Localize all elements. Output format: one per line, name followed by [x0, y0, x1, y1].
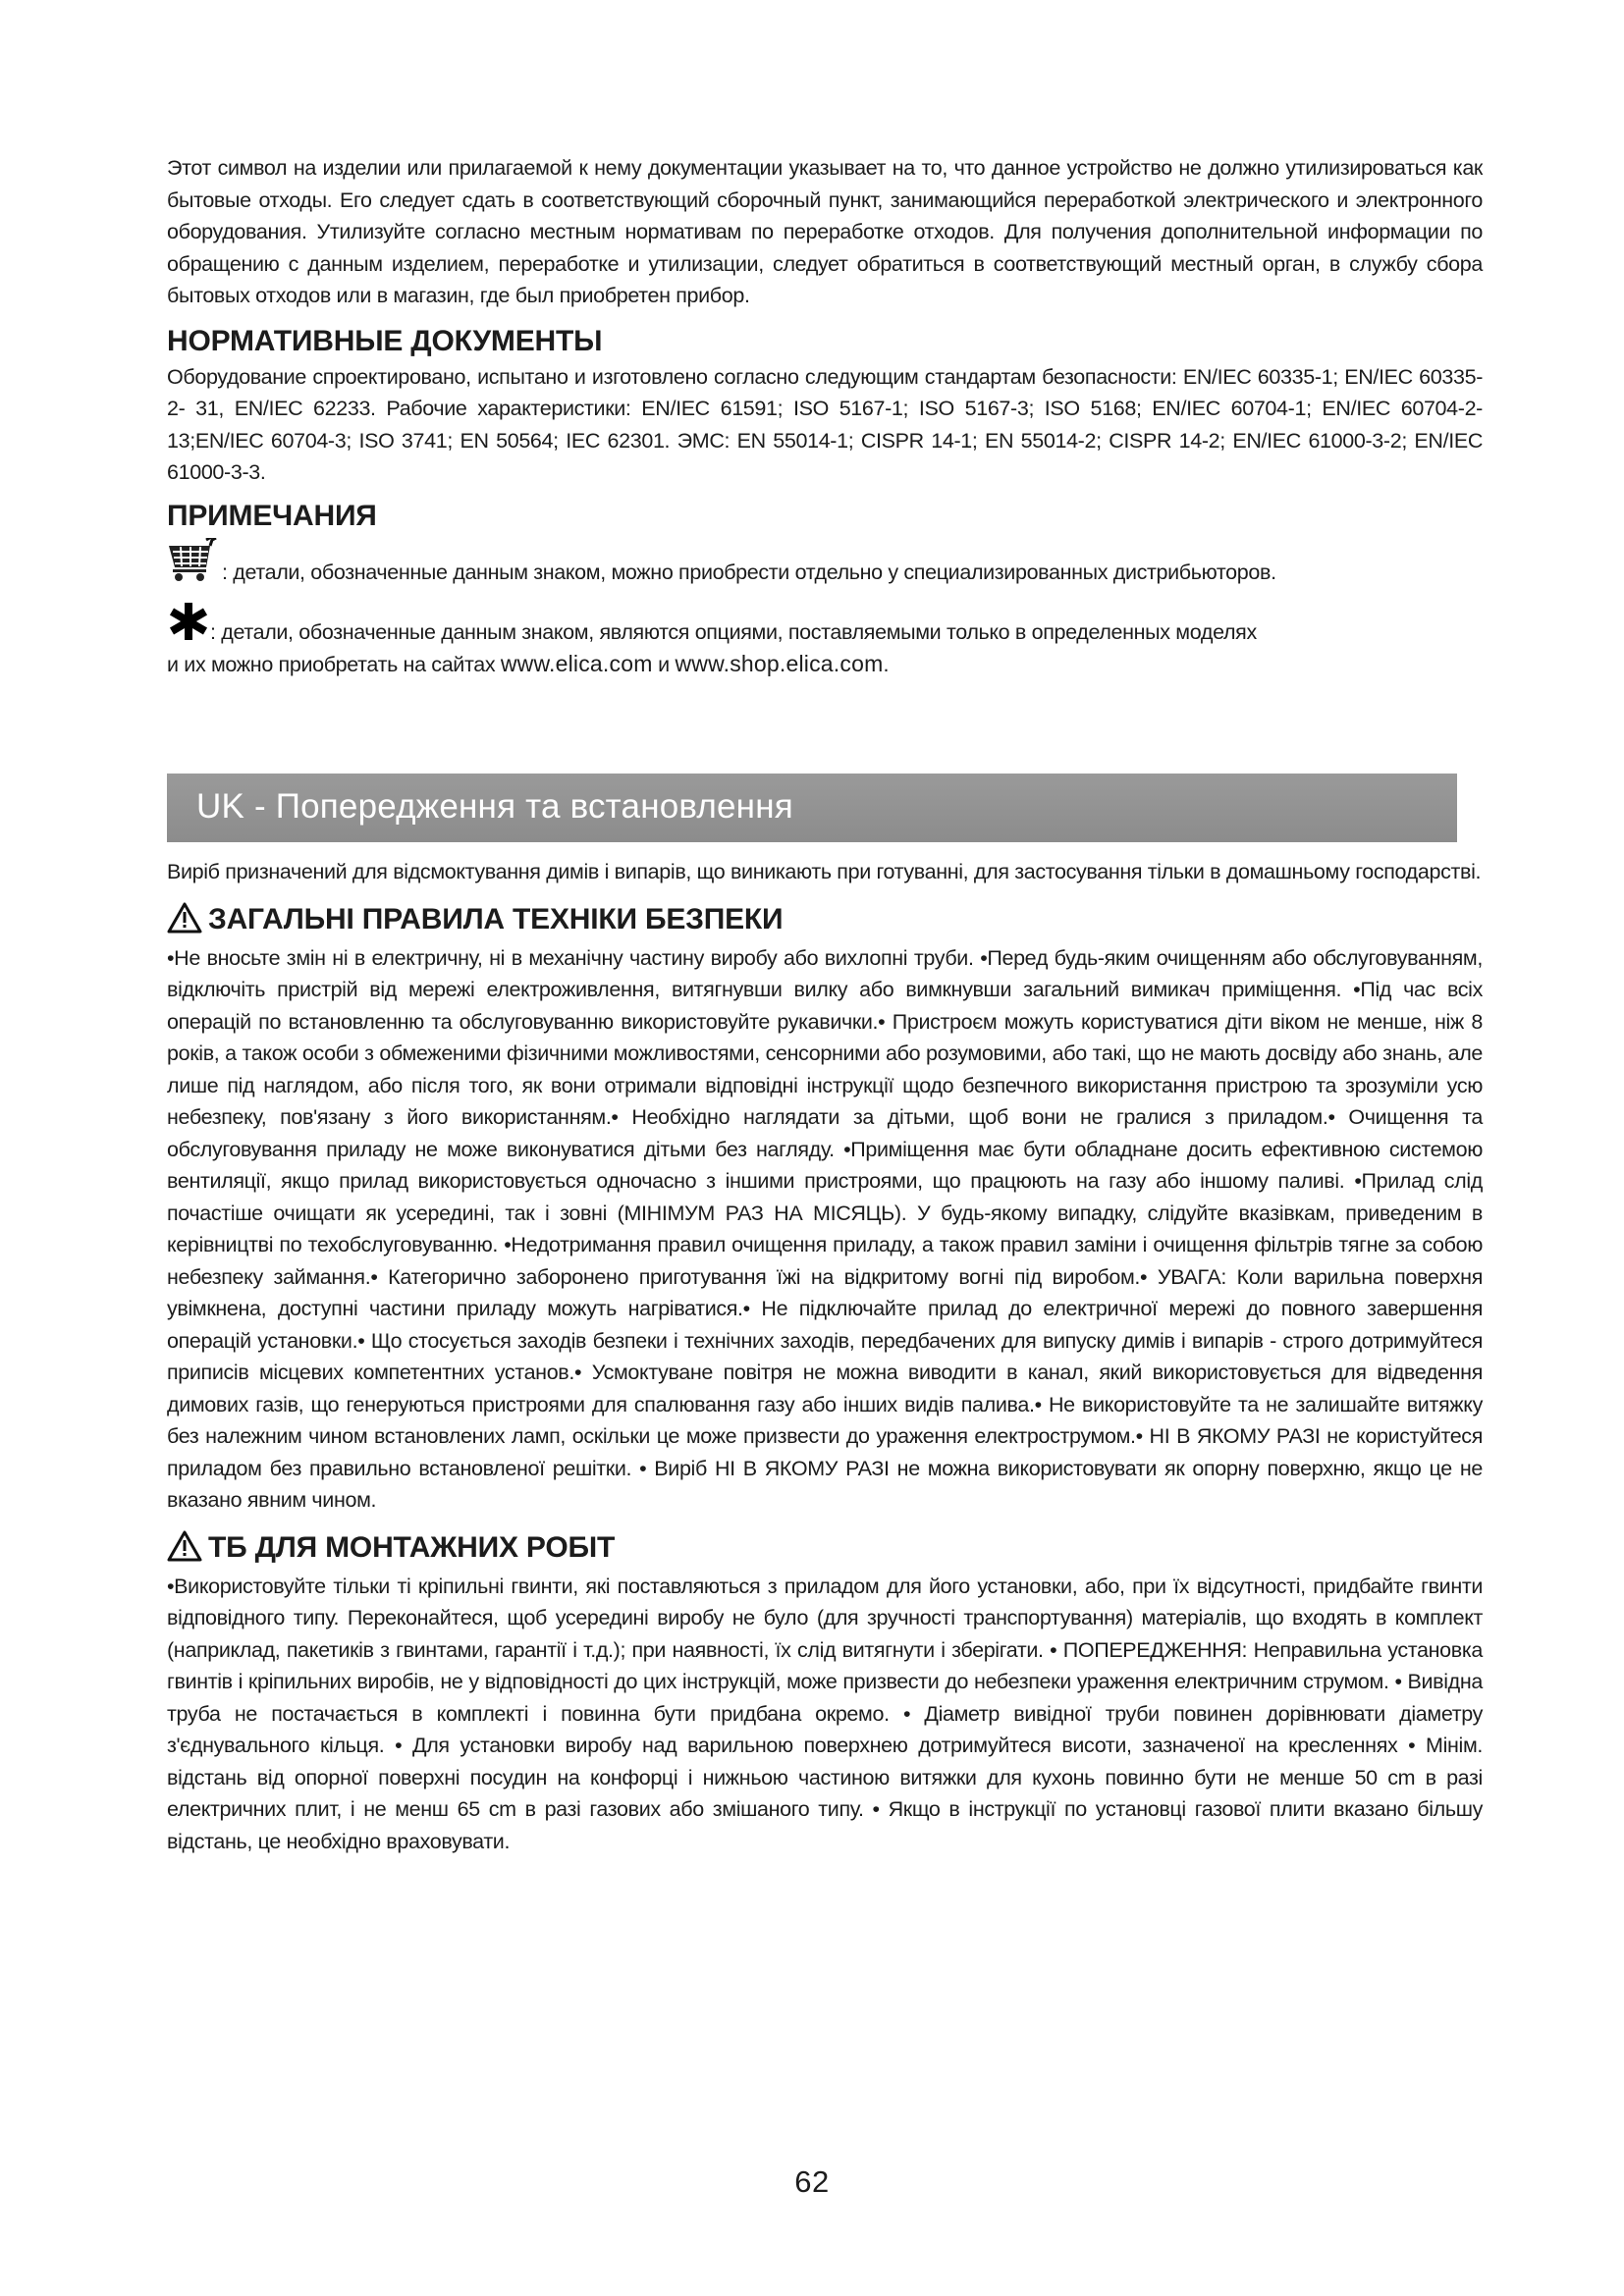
safety-heading-row: [167, 902, 1483, 938]
note-star-text-pre: и их можно приобретать на сайтах: [167, 652, 501, 676]
normative-paragraph: Оборудование спроектировано, испытано и изготовлено согласно следующим стандартам безопасности: EN/IEC 60335-1; EN/IEC 60335-2- 31, EN/IEC 62233. Рабочие характеристики: EN/IEC 61591; ISO 5167-1; ISO 5167-3; ISO 5168; EN/IEC 60704-1; EN/IEC 60704-2-13;EN/IEC 60704-3; ISO 3741; EN 50564; IEC 62301. ЭМС: EN 55014-1; CISPR 14-1; EN 55014-2; CISPR 14-2; EN/IEC 61000-3-2; EN/IEC 61000-3-3.: [167, 364, 1483, 484]
safety-heading: ЗАГАЛЬНІ ПРАВИЛА ТЕХНІКИ БЕЗПЕКИ: [208, 903, 784, 935]
section-title-bar: [167, 774, 1457, 842]
note-cart-text: : детали, обозначенные данным знаком, можно приобрести отдельно у специализированных дистрибьюторов.: [222, 560, 1276, 584]
uk-intro-paragraph: Виріб призначений для відсмоктування димів і випарів, що виникають при готуванні, для застосування тільки в домашньому господарстві.: [167, 860, 1482, 883]
elica-link[interactable]: www.elica.com: [500, 650, 653, 676]
note-star-text-line1: : детали, обозначенные данным знаком, являются опциями, поставляемыми только в определенных моделях: [210, 619, 1257, 644]
notes-heading: ПРИМЕЧАНИЯ: [167, 499, 377, 532]
page-content: [167, 152, 1483, 680]
asterisk-icon: [167, 600, 210, 648]
note-star-line2: [167, 648, 1483, 680]
disposal-paragraph: Этот символ на изделии или прилагаемой к нему документации указывает на то, что данное устройство не должно утилизироваться как бытовые отходы. Его следует сдать в соответствующий сборочный пункт, занимающийся переработкой электрического и электронного оборудования. Утилизуйте согласно местным нормативам по переработке отходов. Для получения дополнительной информации по обращению с данным изделием, переработке и утилизации, следует обратиться в соответствующий местный орган, в службу сбора бытовых отходов или в магазин, где был приобретен прибор.: [167, 156, 1483, 307]
uk-content: [167, 856, 1483, 1857]
note-star-and: и: [652, 652, 676, 676]
warning-triangle-icon: [167, 1530, 208, 1567]
normative-heading: НОРМАТИВНЫЕ ДОКУМЕНТЫ: [167, 324, 603, 357]
install-heading: ТБ ДЛЯ МОНТАЖНИХ РОБІТ: [208, 1531, 616, 1564]
shopping-cart-icon: [167, 538, 222, 588]
shop-elica-link[interactable]: www.shop.elica.com: [675, 650, 884, 676]
note-cart: [167, 538, 1483, 588]
section-title: UK - Попередження та встановлення: [196, 787, 793, 826]
page-number: 62: [794, 2164, 830, 2199]
install-paragraph: •Використовуйте тільки ті кріпильні гвинти, які поставляються з приладом для його установки, або, при їх відсутності, придбайте гвинти відповідного типу. Переконайтеся, щоб усередині виробу не було (для зручності транспортування) матеріалів, що входять в комплект (наприклад, пакетиків з гвинтами, гарантії і т.д.); при наявності, їх слід витягнути і зберігати. • ПОПЕРЕДЖЕННЯ: Неправильна установка гвинтів і кріпильних виробів, не у відповідності до цих інструкцій, може призвести до небезпеки ураження електричним струмом. • Вивідна труба не постачається в комплекті і повинна бути придбана окремо. • Діаметр вивідної труби повинен дорівнювати діаметру з'єднувального кільця. • Для установки виробу над варильною поверхнею дотримуйтеся висоти, зазначеної на кресленнях • Мінім. відстань від опорної поверхні посудин на конфорці і нижньою частиною витяжки для кухонь повинно бути не менше 50 cm в разі електричних плит, і не менш 65 cm в разі газових або змішаного типу. • Якщо в інструкції по установці газової плити вказано більшу відстань, це необхідно враховувати.: [167, 1574, 1483, 1853]
install-heading-row: [167, 1530, 1483, 1567]
note-star-end: .: [883, 652, 890, 676]
note-star: [167, 600, 1483, 648]
safety-paragraph: •Не вносьте змін ні в електричну, ні в механічну частину виробу або вихлопні труби. •Перед будь-яким очищенням або обслуговуванням, відключіть пристрій від мережі електроживлення, витягнувши вилку або вимкнувши загальний вимикач приміщення. •Під час всіх операцій по встановленню та обслуговуванню використовуйте рукавички.• Пристроєм можуть користуватися діти віком не менше, ніж 8 років, а також особи з обмеженими фізичними можливостями, сенсорними або розумовими, або такі, що не мають досвіду або знань, але лише під наглядом, або після того, як вони отримали відповідні інструкції щодо безпечного використання пристрою та зрозуміли усю небезпеку, пов'язану з його використанням.• Необхідно наглядати за дітьми, щоб вони не гралися з приладом.• Очищення та обслуговування приладу не може виконуватися дітьми без нагляду. •Приміщення має бути обладнане досить ефективною системою вентиляції, якщо прилад використовується одночасно з іншими пристроями, що працюють на газу або іншому паливі. •Прилад слід почастіше очищати як усередині, так і зовні (МІНІМУМ РАЗ НА МІСЯЦЬ). У будь-якому випадку, слідуйте вказівкам, приведеним в керівництві по техобслуговуванню. •Недотримання правил очищення приладу, а також правил заміни і очищення фільтрів тягне за собою небезпеку займання.• Категорично заборонено приготування їжі на відкритому вогні під виробом.• УВАГА: Коли варильна поверхня увімкнена, доступні частини приладу можуть нагріватися.• Не підключайте прилад до електричної мережі до повного завершення операцій установки.• Що стосується заходів безпеки і технічних заходів, передбачених для випуску димів і випарів - строго дотримуйтеся приписів місцевих компетентних установ.• Усмоктуване повітря не можна виводити в канал, який використовується для відведення димових газів, що генеруються пристроями для спалювання газу або інших видів палива.• Не використовуйте та не залишайте витяжку без належним чином встановлених ламп, оскільки це може призвести до ураження електрострумом.• НІ В ЯКОМУ РАЗІ не користуйтеся приладом без правильно встановленої решітки. • Виріб НІ В ЯКОМУ РАЗІ не можна використовувати як опорну поверхню, якщо це не вказано явним чином.: [167, 945, 1483, 1512]
warning-triangle-icon: [167, 902, 208, 938]
